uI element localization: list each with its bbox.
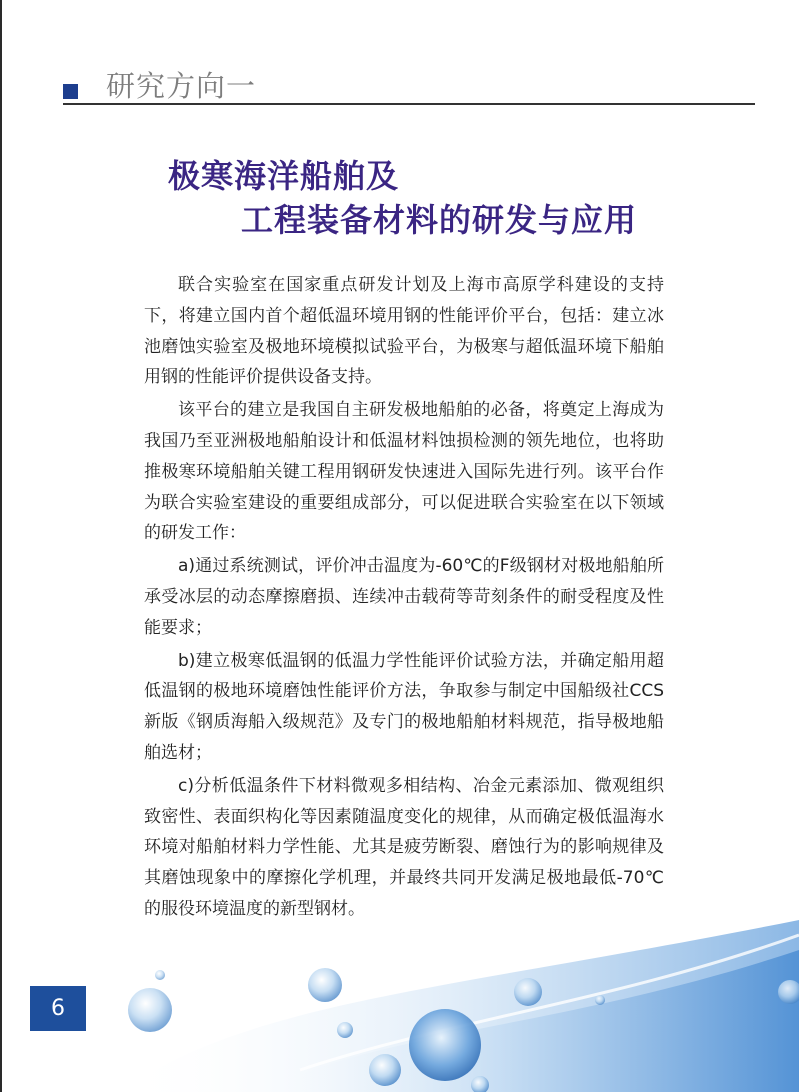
page-number: 6: [30, 986, 86, 1031]
water-drop: [778, 980, 799, 1004]
water-drop: [514, 978, 542, 1006]
section-marker-square: [63, 84, 78, 99]
body-text: [144, 270, 664, 927]
water-drop: [369, 1054, 401, 1086]
water-drop: [155, 970, 165, 980]
page-title-line-2: 工程装备材料的研发与应用: [241, 201, 638, 239]
water-drop: [308, 968, 342, 1002]
list-item-a: a)通过系统测试，评价冲击温度为-60℃的F级钢材对极地船舶所承受冰层的动态摩擦磨损、连续冲击载荷等苛刻条件的耐受程度及性能要求；: [144, 556, 664, 638]
water-drop: [471, 1076, 489, 1092]
wave-back: [120, 920, 799, 1092]
water-drop-large: [409, 1009, 481, 1081]
water-drop: [337, 1022, 353, 1038]
paragraph-intro: 联合实验室在国家重点研发计划及上海市高原学科建设的支持下，将建立国内首个超低温环境用钢的性能评价平台，包括：建立冰池磨蚀实验室及极地环境模拟试验平台，为极寒与超低温环境下船舶用钢的性能评价提供设备支持。: [144, 275, 664, 388]
water-drop: [595, 995, 605, 1005]
paragraph-platform: 该平台的建立是我国自主研发极地船舶的必备，将奠定上海成为我国乃至亚洲极地船舶设计和低温材料蚀损检测的领先地位，也将助推极寒环境船舶关键工程用钢研发快速进入国际先进行列。该平台作为联合实验室建设的重要组成部分，可以促进联合实验室在以下领域的研发工作：: [144, 400, 664, 544]
list-item-b: b)建立极寒低温钢的低温力学性能评价试验方法，并确定船用超低温钢的极地环境磨蚀性能评价方法，争取参与制定中国船级社CCS新版《钢质海船入级规范》及专门的极地船舶材料规范，指导极地船舶选材；: [144, 650, 664, 763]
page-title-line-1: 极寒海洋船舶及: [168, 157, 400, 195]
water-drop: [128, 988, 172, 1032]
list-item-c: c)分析低温条件下材料微观多相结构、冶金元素添加、微观组织致密性、表面织构化等因素随温度变化的规律，从而确定极低温海水环境对船舶材料力学性能、尤其是疲劳断裂、磨蚀行为的影响规律及其磨蚀现象中的摩擦化学机理，并最终共同开发满足极地最低-70℃的服役环境温度的新型钢材。: [144, 775, 664, 919]
wave-front: [260, 950, 799, 1092]
header-divider: [63, 103, 755, 105]
wave-highlight: [300, 935, 799, 1070]
section-title: 研究方向一: [106, 69, 257, 103]
